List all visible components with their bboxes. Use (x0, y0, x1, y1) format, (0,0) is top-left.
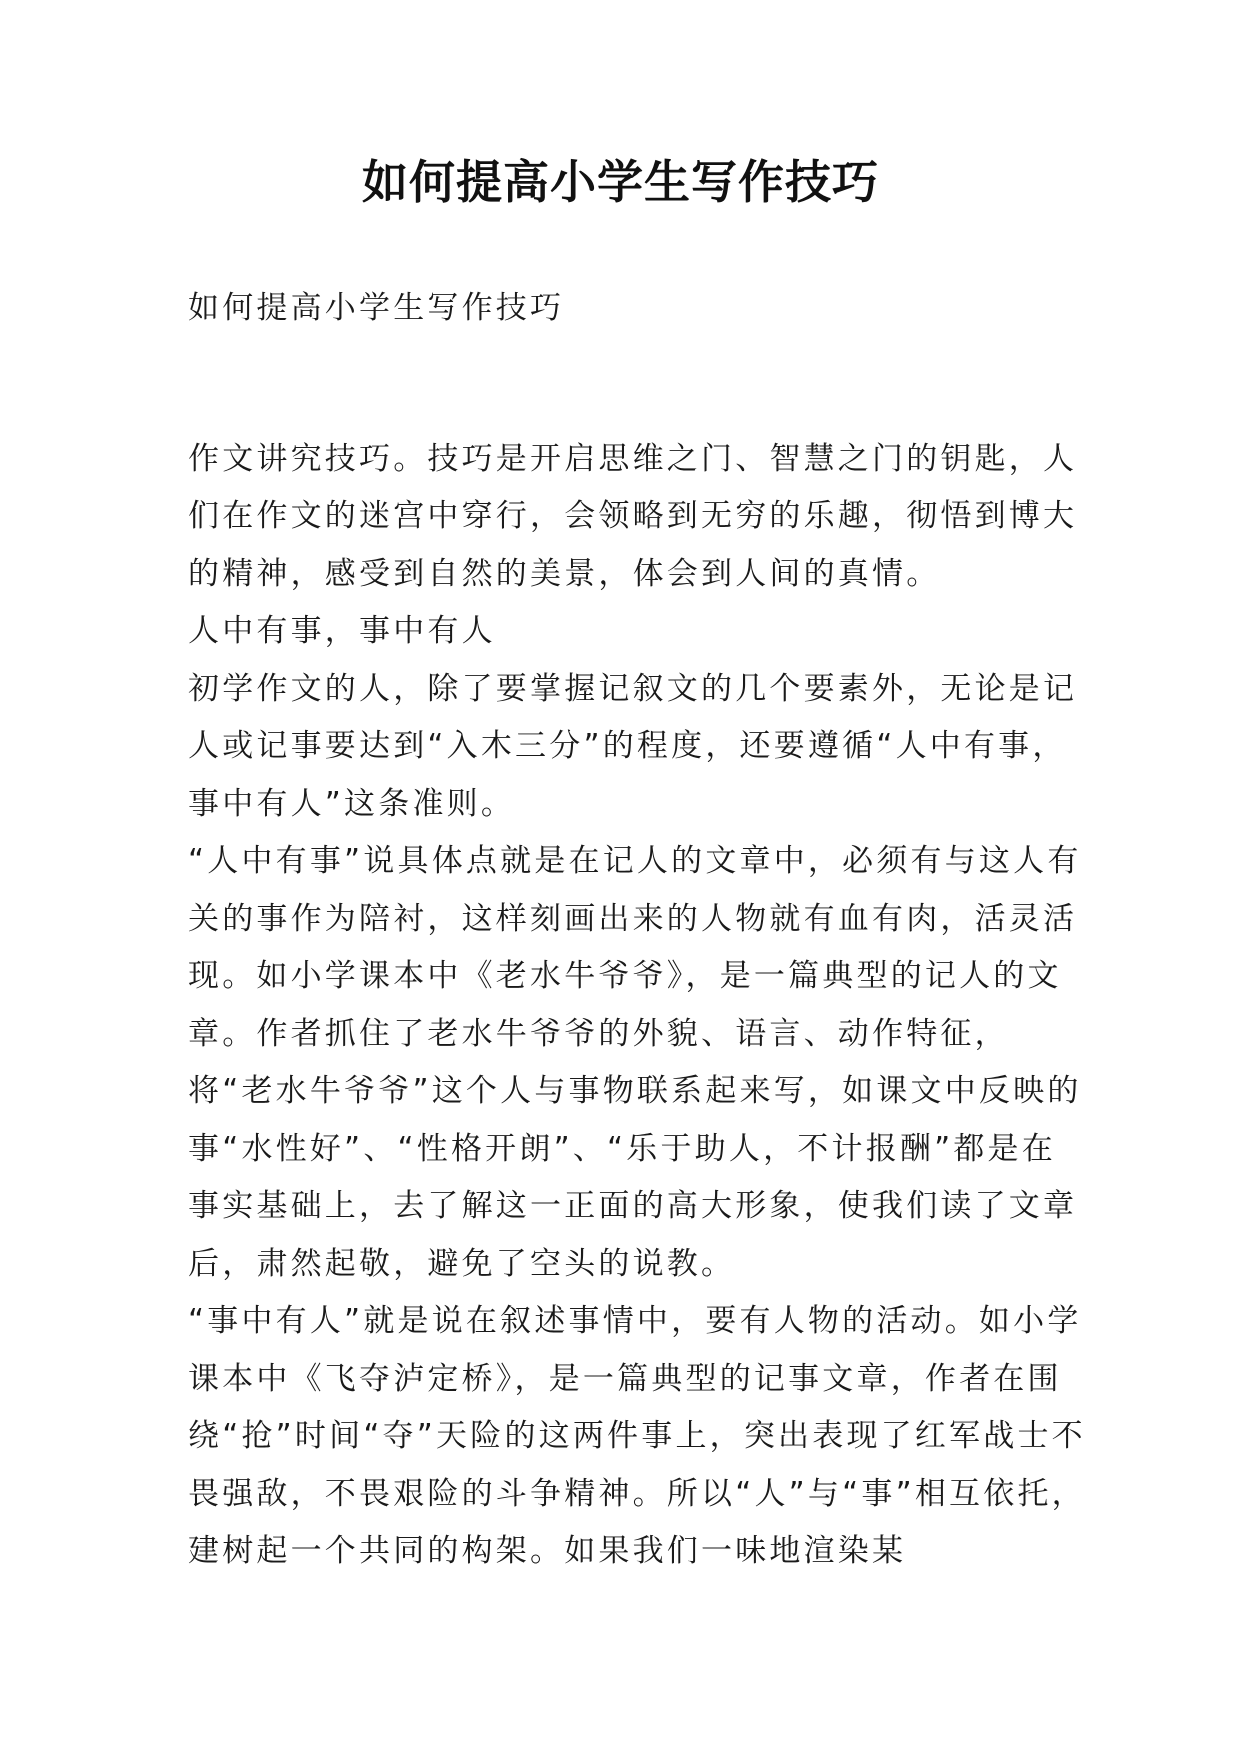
document-title: 如何提高小学生写作技巧 (362, 155, 879, 209)
paragraph-events-with-person: “事中有人”就是说在叙述事情中，要有人物的活动。如小学课本中《飞夺泸定桥》，是一篇典型的记事文章，作者在围绕“抢”时间“夺”天险的这两件事上，突出表现了红军战士不畏强敌，不畏艰险的斗争精神。所以“人”与“事”相互依托，建树起一个共同的构架。如果我们一味地渲染某 (188, 1303, 1086, 1569)
section-heading: 人中有事，事中有人 (188, 613, 496, 649)
spacer (188, 395, 1088, 431)
paragraph-principle: 初学作文的人，除了要掌握记叙文的几个要素外，无论是记人或记事要达到“入木三分”的程度，还要遵循“人中有事，事中有人”这条准则。 (188, 670, 1078, 822)
document-body (188, 280, 1088, 1581)
paragraph-intro: 作文讲究技巧。技巧是开启思维之门、智慧之门的钥匙，人们在作文的迷宫中穿行，会领略到无穷的乐趣，彻悟到博大的精神，感受到自然的美景，体会到人间的真情。 (188, 440, 1078, 592)
document-subtitle: 如何提高小学生写作技巧 (188, 290, 565, 326)
paragraph-person-with-events: “人中有事”说具体点就是在记人的文章中，必须有与这人有关的事作为陪衬，这样刻画出来的人物就有血有肉，活灵活现。如小学课本中《老水牛爷爷》，是一篇典型的记人的文章。作者抓住了老水牛爷爷的外貌、语言、动作特征，将“老水牛爷爷”这个人与事物联系起来写，如课文中反映的事“水性好”、“性格开朗”、“乐于助人，不计报酬”都是在事实基础上，去了解这一正面的高大形象，使我们读了文章后，肃然起敬，避免了空头的说教。 (188, 843, 1082, 1282)
